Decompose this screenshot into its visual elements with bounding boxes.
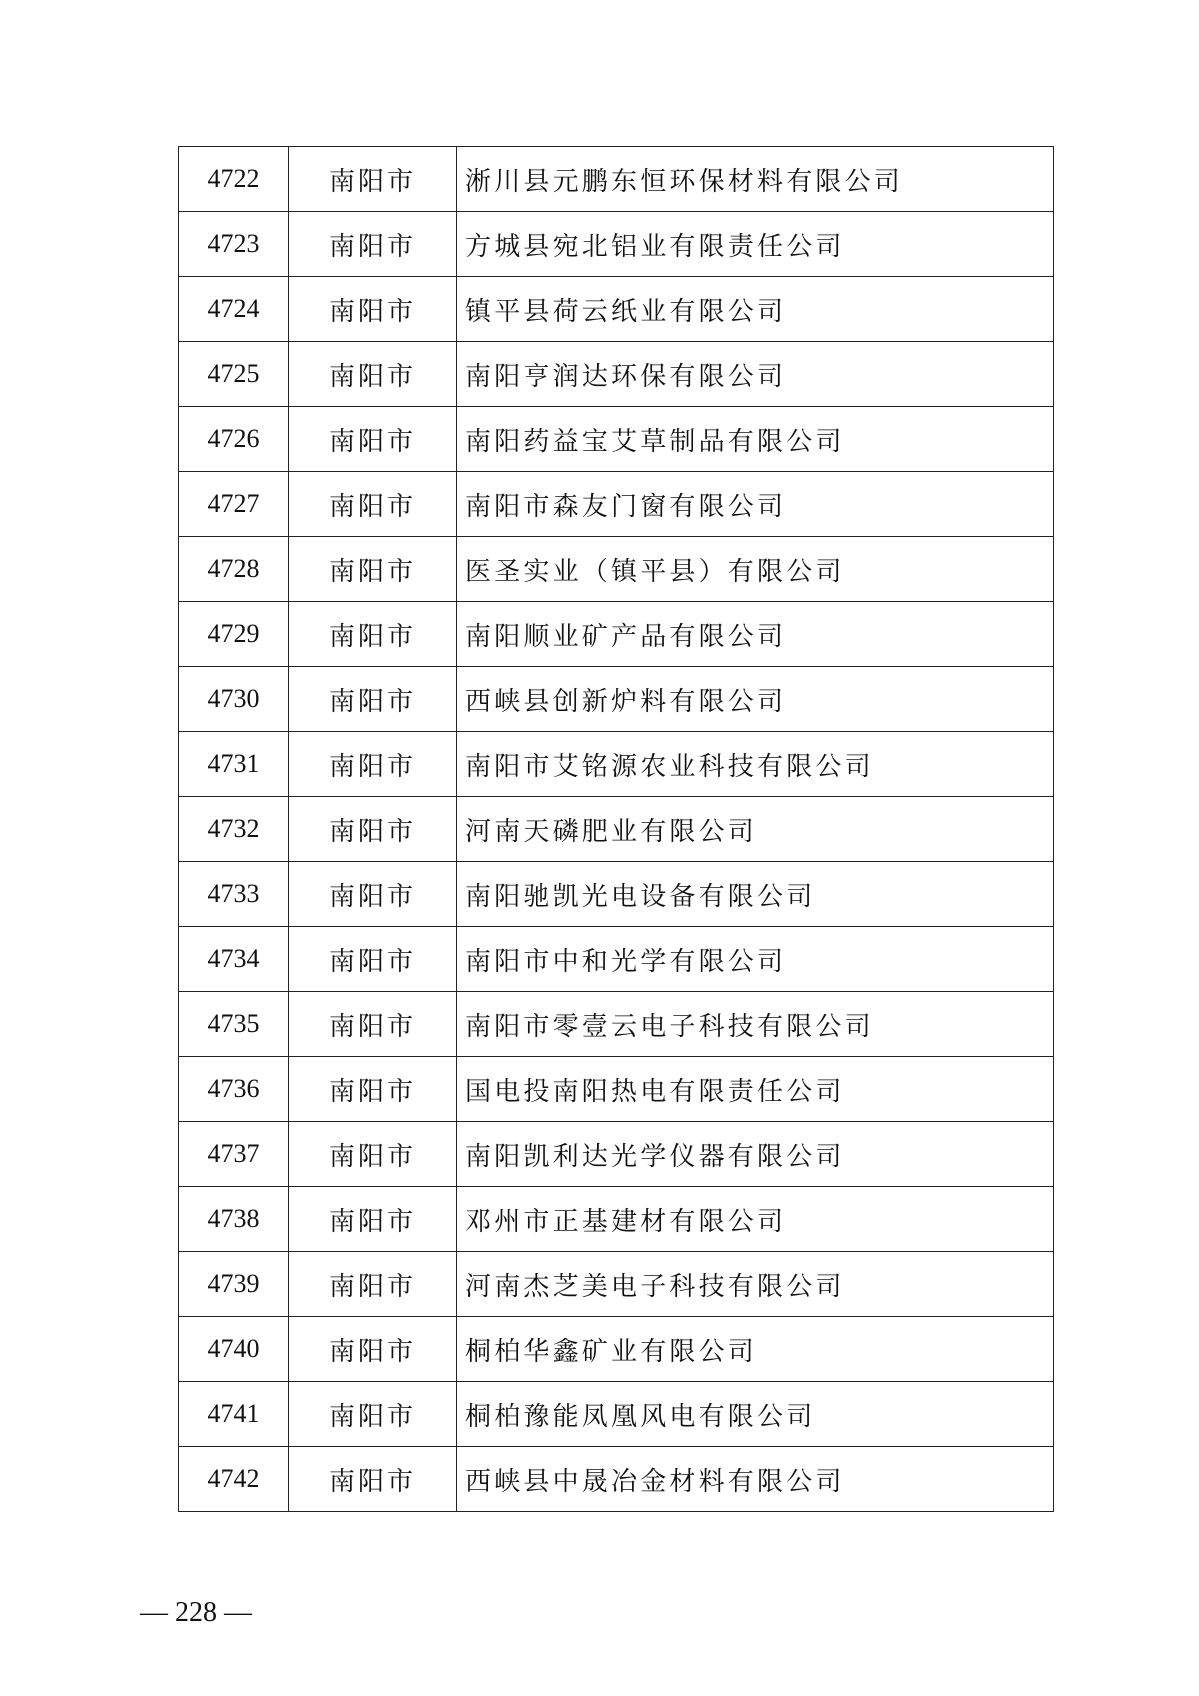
company-name-cell: 桐柏豫能凤凰风电有限公司 (457, 1382, 1054, 1447)
city-cell: 南阳市 (289, 1057, 457, 1122)
company-name-cell: 南阳市零壹云电子科技有限公司 (457, 992, 1054, 1057)
row-number-cell: 4732 (179, 797, 289, 862)
company-name-cell: 南阳凯利达光学仪器有限公司 (457, 1122, 1054, 1187)
row-number-cell: 4726 (179, 407, 289, 472)
company-name-cell: 邓州市正基建材有限公司 (457, 1187, 1054, 1252)
city-cell: 南阳市 (289, 797, 457, 862)
row-number-cell: 4733 (179, 862, 289, 927)
table-row (179, 1122, 1054, 1187)
row-number-cell: 4740 (179, 1317, 289, 1382)
company-name-cell: 淅川县元鹏东恒环保材料有限公司 (457, 147, 1054, 212)
company-name-cell: 河南杰芝美电子科技有限公司 (457, 1252, 1054, 1317)
table-row (179, 342, 1054, 407)
row-number-cell: 4730 (179, 667, 289, 732)
company-name-cell: 医圣实业（镇平县）有限公司 (457, 537, 1054, 602)
company-name-cell: 西峡县中晟冶金材料有限公司 (457, 1447, 1054, 1512)
city-cell: 南阳市 (289, 342, 457, 407)
row-number-cell: 4737 (179, 1122, 289, 1187)
company-name-cell: 国电投南阳热电有限责任公司 (457, 1057, 1054, 1122)
row-number-cell: 4723 (179, 212, 289, 277)
company-name-cell: 南阳市艾铭源农业科技有限公司 (457, 732, 1054, 797)
table-row (179, 667, 1054, 732)
page-number: — 228 — (140, 1597, 252, 1628)
row-number-cell: 4742 (179, 1447, 289, 1512)
table-row (179, 1057, 1054, 1122)
row-number-cell: 4739 (179, 1252, 289, 1317)
company-name-cell: 南阳亨润达环保有限公司 (457, 342, 1054, 407)
company-name-cell: 镇平县荷云纸业有限公司 (457, 277, 1054, 342)
city-cell: 南阳市 (289, 1122, 457, 1187)
city-cell: 南阳市 (289, 732, 457, 797)
table-row (179, 862, 1054, 927)
city-cell: 南阳市 (289, 862, 457, 927)
table-row (179, 1382, 1054, 1447)
row-number-cell: 4725 (179, 342, 289, 407)
table-row (179, 147, 1054, 212)
city-cell: 南阳市 (289, 212, 457, 277)
table-row (179, 927, 1054, 992)
table-row (179, 277, 1054, 342)
city-cell: 南阳市 (289, 1187, 457, 1252)
row-number-cell: 4729 (179, 602, 289, 667)
company-name-cell: 南阳顺业矿产品有限公司 (457, 602, 1054, 667)
row-number-cell: 4727 (179, 472, 289, 537)
company-name-cell: 南阳驰凯光电设备有限公司 (457, 862, 1054, 927)
company-table (178, 146, 1054, 1512)
table-row (179, 732, 1054, 797)
company-name-cell: 南阳药益宝艾草制品有限公司 (457, 407, 1054, 472)
row-number-cell: 4722 (179, 147, 289, 212)
city-cell: 南阳市 (289, 147, 457, 212)
city-cell: 南阳市 (289, 667, 457, 732)
row-number-cell: 4734 (179, 927, 289, 992)
table-row (179, 537, 1054, 602)
row-number-cell: 4736 (179, 1057, 289, 1122)
table-row (179, 1187, 1054, 1252)
city-cell: 南阳市 (289, 992, 457, 1057)
table-row (179, 992, 1054, 1057)
company-name-cell: 南阳市森友门窗有限公司 (457, 472, 1054, 537)
row-number-cell: 4741 (179, 1382, 289, 1447)
company-name-cell: 桐柏华鑫矿业有限公司 (457, 1317, 1054, 1382)
table-row (179, 1317, 1054, 1382)
row-number-cell: 4724 (179, 277, 289, 342)
city-cell: 南阳市 (289, 407, 457, 472)
table-row (179, 1447, 1054, 1512)
table-row (179, 472, 1054, 537)
row-number-cell: 4731 (179, 732, 289, 797)
table-row (179, 212, 1054, 277)
company-name-cell: 西峡县创新炉料有限公司 (457, 667, 1054, 732)
city-cell: 南阳市 (289, 1317, 457, 1382)
row-number-cell: 4738 (179, 1187, 289, 1252)
table-body (179, 147, 1054, 1512)
city-cell: 南阳市 (289, 1252, 457, 1317)
city-cell: 南阳市 (289, 1382, 457, 1447)
table-row (179, 1252, 1054, 1317)
city-cell: 南阳市 (289, 277, 457, 342)
city-cell: 南阳市 (289, 537, 457, 602)
table-row (179, 407, 1054, 472)
company-name-cell: 河南天磷肥业有限公司 (457, 797, 1054, 862)
table-row (179, 602, 1054, 667)
table-row (179, 797, 1054, 862)
city-cell: 南阳市 (289, 472, 457, 537)
company-name-cell: 方城县宛北铝业有限责任公司 (457, 212, 1054, 277)
city-cell: 南阳市 (289, 1447, 457, 1512)
company-name-cell: 南阳市中和光学有限公司 (457, 927, 1054, 992)
row-number-cell: 4728 (179, 537, 289, 602)
city-cell: 南阳市 (289, 602, 457, 667)
city-cell: 南阳市 (289, 927, 457, 992)
row-number-cell: 4735 (179, 992, 289, 1057)
